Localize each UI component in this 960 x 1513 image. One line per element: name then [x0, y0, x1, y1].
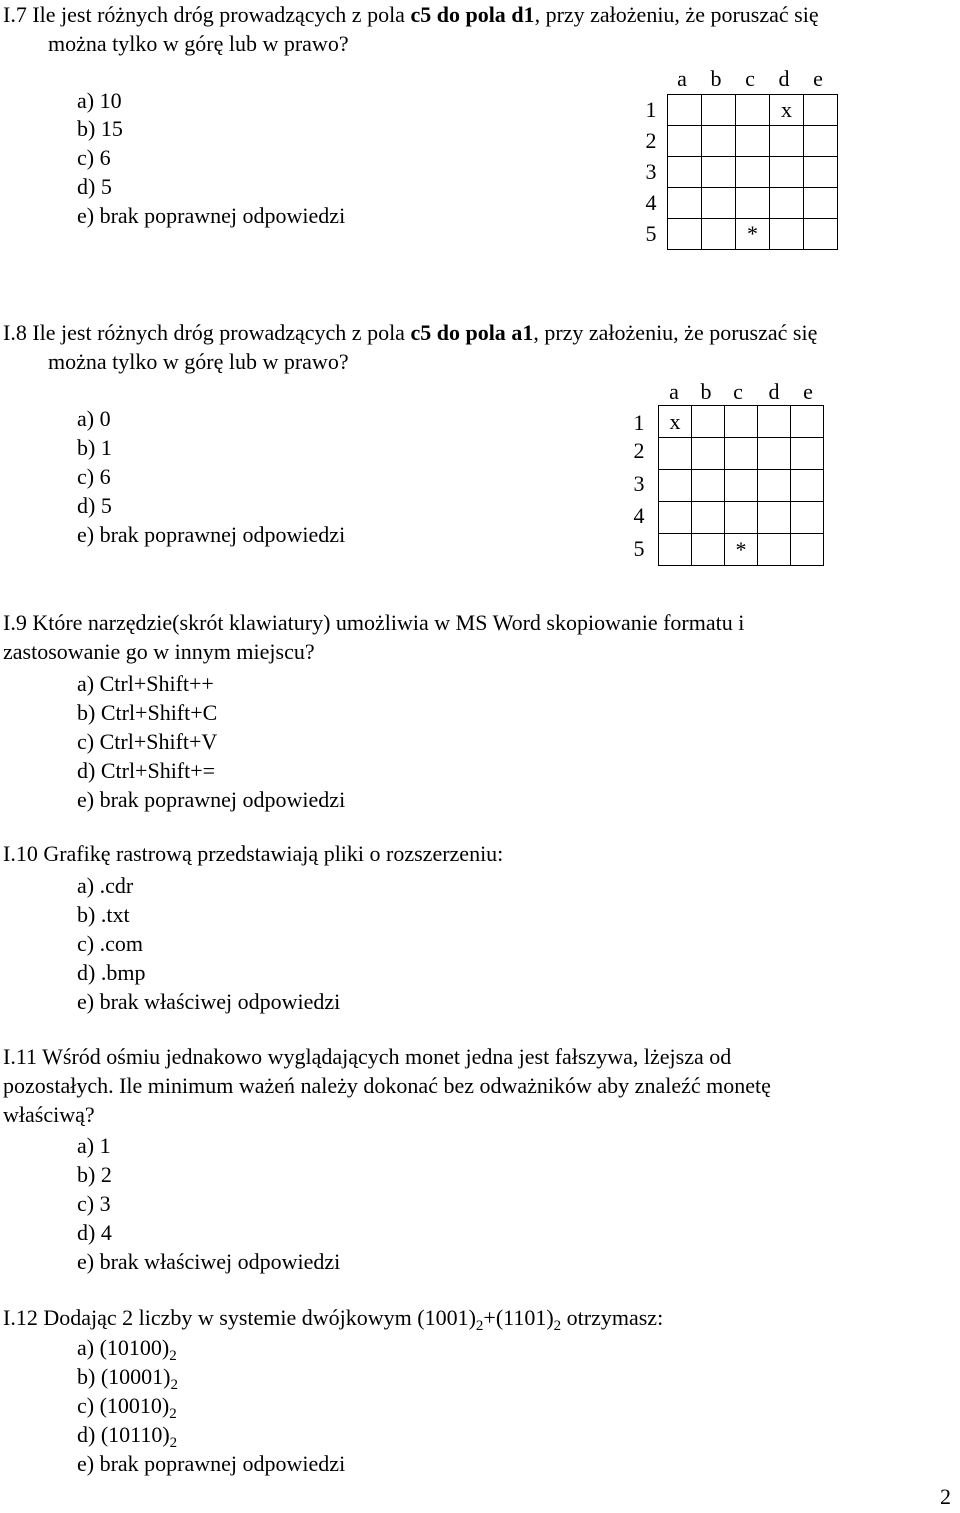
grid-col-label: b: [710, 66, 722, 91]
grid-row-label: 1: [633, 410, 645, 435]
grid-cell: [659, 502, 692, 534]
option-e: e) brak poprawnej odpowiedzi: [77, 522, 346, 547]
question-8-text-line2: można tylko w górę lub w prawo?: [48, 349, 349, 374]
board-grid: [667, 94, 838, 250]
option-e: e) brak poprawnej odpowiedzi: [77, 787, 346, 812]
grid-col-label: b: [700, 379, 712, 404]
grid-col-label: c: [745, 66, 755, 91]
option-b: b) .txt: [77, 902, 130, 927]
grid-cell: [758, 502, 791, 534]
grid-row-label: 3: [645, 159, 657, 184]
question-8-text: I.8 Ile jest różnych dróg prowadzących z pola c5 do pola a1, przy założeniu, że poruszać się: [3, 320, 818, 345]
option-a: a) $(10100)_2$: [77, 1335, 177, 1364]
grid-col-label: e: [813, 66, 823, 91]
question-10-text: I.10 Grafikę rastrową przedstawiają pliki o rozszerzeniu:: [3, 841, 504, 866]
grid-cell: [702, 126, 736, 157]
grid-col-label: e: [803, 379, 813, 404]
grid-cell: [692, 534, 725, 566]
grid-cell: [668, 188, 702, 219]
grid-cell: [692, 438, 725, 470]
option-b: b) 2: [77, 1162, 112, 1187]
grid-col-label: d: [778, 66, 790, 91]
option-b: b) 1: [77, 435, 112, 460]
grid-cell: [791, 534, 824, 566]
option-d: d) $(10110)_2$: [77, 1422, 178, 1451]
grid-cell: [758, 470, 791, 502]
grid-cell: *: [725, 534, 758, 566]
question-11-text-line3: właściwą?: [3, 1102, 95, 1127]
grid-cell: [725, 438, 758, 470]
question-12-text: I.12 Dodając 2 liczby w systemie dwójkowym $(1001)_2+(1101)_2$ otrzymasz:: [3, 1305, 664, 1334]
question-12: [3, 1303, 943, 1336]
option-e: e) brak właściwej odpowiedzi: [77, 989, 341, 1014]
option-d: d) .bmp: [77, 960, 146, 985]
option-a: a) Ctrl+Shift++: [77, 671, 214, 696]
question-7: [3, 0, 943, 58]
option-e: e) brak poprawnej odpowiedzi: [77, 203, 346, 228]
option-b: b) Ctrl+Shift+C: [77, 700, 218, 725]
question-9-text-line2: zastosowanie go w innym miejscu?: [3, 639, 315, 664]
grid-cell: [758, 406, 791, 438]
option-d: d) 4: [77, 1220, 112, 1245]
question-11-text-line2: pozostałych. Ile minimum ważeń należy dokonać bez odważników aby znaleźć monetę: [3, 1073, 771, 1098]
grid-cell: [804, 188, 838, 219]
grid-cell: [659, 470, 692, 502]
question-11: [3, 1042, 943, 1129]
grid-cell: *: [736, 219, 770, 250]
grid-cell: [804, 126, 838, 157]
option-a: a) 10: [77, 88, 122, 113]
grid-cell: [736, 157, 770, 188]
page-number: 2: [940, 1484, 951, 1509]
grid-col-label: d: [768, 379, 780, 404]
question-11-text: I.11 Wśród ośmiu jednakowo wyglądających monet jedna jest fałszywa, lżejsza od: [3, 1044, 732, 1069]
grid-cell: [692, 502, 725, 534]
question-7-text: I.7 Ile jest różnych dróg prowadzących z pola c5 do pola d1, przy założeniu, że poruszać się: [3, 2, 819, 27]
option-c: c) $(10010)_2$: [77, 1393, 177, 1422]
grid-cell: [692, 470, 725, 502]
grid-cell: [725, 470, 758, 502]
option-a: a) .cdr: [77, 873, 134, 898]
grid-cell: [804, 219, 838, 250]
grid-row-label: 5: [633, 536, 645, 561]
option-a: a) 1: [77, 1133, 111, 1158]
grid-row-label: 1: [645, 97, 657, 122]
grid-cell: [702, 188, 736, 219]
grid-cell: [692, 406, 725, 438]
grid-cell: x: [659, 406, 692, 438]
grid-cell: [702, 157, 736, 188]
grid-row-label: 2: [645, 128, 657, 153]
option-e: e) brak właściwej odpowiedzi: [77, 1249, 341, 1274]
grid-cell: [791, 406, 824, 438]
grid-cell: [770, 126, 804, 157]
grid-cell: [770, 157, 804, 188]
option-d: d) 5: [77, 174, 112, 199]
question-9-text: I.9 Które narzędzie(skrót klawiatury) umożliwia w MS Word skopiowanie formatu i: [3, 610, 745, 635]
question-9: [3, 608, 943, 666]
grid-cell: [736, 188, 770, 219]
option-e: e) brak poprawnej odpowiedzi: [77, 1451, 346, 1476]
option-c: c) 6: [77, 145, 111, 170]
grid-cell: [736, 126, 770, 157]
question-8: [3, 318, 943, 376]
grid-row-label: 5: [645, 221, 657, 246]
grid-cell: x: [770, 95, 804, 126]
grid-row-label: 2: [633, 438, 645, 463]
question-7-text-line2: można tylko w górę lub w prawo?: [48, 31, 349, 56]
option-d: d) 5: [77, 493, 112, 518]
grid-cell: [702, 95, 736, 126]
grid-cell: [659, 438, 692, 470]
grid-cell: [668, 126, 702, 157]
grid-cell: [725, 406, 758, 438]
grid-row-label: 4: [633, 503, 645, 528]
option-b: b) 15: [77, 116, 123, 141]
grid-cell: [791, 470, 824, 502]
option-c: c) 3: [77, 1191, 111, 1216]
grid-cell: [736, 95, 770, 126]
grid-cell: [702, 219, 736, 250]
grid-cell: [791, 502, 824, 534]
grid-cell: [758, 534, 791, 566]
grid-col-label: a: [669, 379, 679, 404]
grid-cell: [725, 502, 758, 534]
board-grid: [658, 405, 824, 566]
option-c: c) Ctrl+Shift+V: [77, 729, 218, 754]
grid-col-label: a: [677, 66, 687, 91]
grid-cell: [668, 95, 702, 126]
grid-cell: [659, 534, 692, 566]
grid-cell: [804, 157, 838, 188]
question-10: [3, 839, 943, 868]
grid-cell: [791, 438, 824, 470]
grid-cell: [668, 157, 702, 188]
option-c: c) .com: [77, 931, 143, 956]
grid-cell: [758, 438, 791, 470]
option-d: d) Ctrl+Shift+=: [77, 758, 216, 783]
option-c: c) 6: [77, 464, 111, 489]
grid-cell: [770, 188, 804, 219]
grid-cell: [668, 219, 702, 250]
grid-col-label: c: [733, 379, 743, 404]
grid-cell: [770, 219, 804, 250]
grid-cell: [804, 95, 838, 126]
grid-row-label: 3: [633, 471, 645, 496]
grid-row-label: 4: [645, 190, 657, 215]
option-b: b) $(10001)_2$: [77, 1364, 178, 1393]
option-a: a) 0: [77, 406, 111, 431]
